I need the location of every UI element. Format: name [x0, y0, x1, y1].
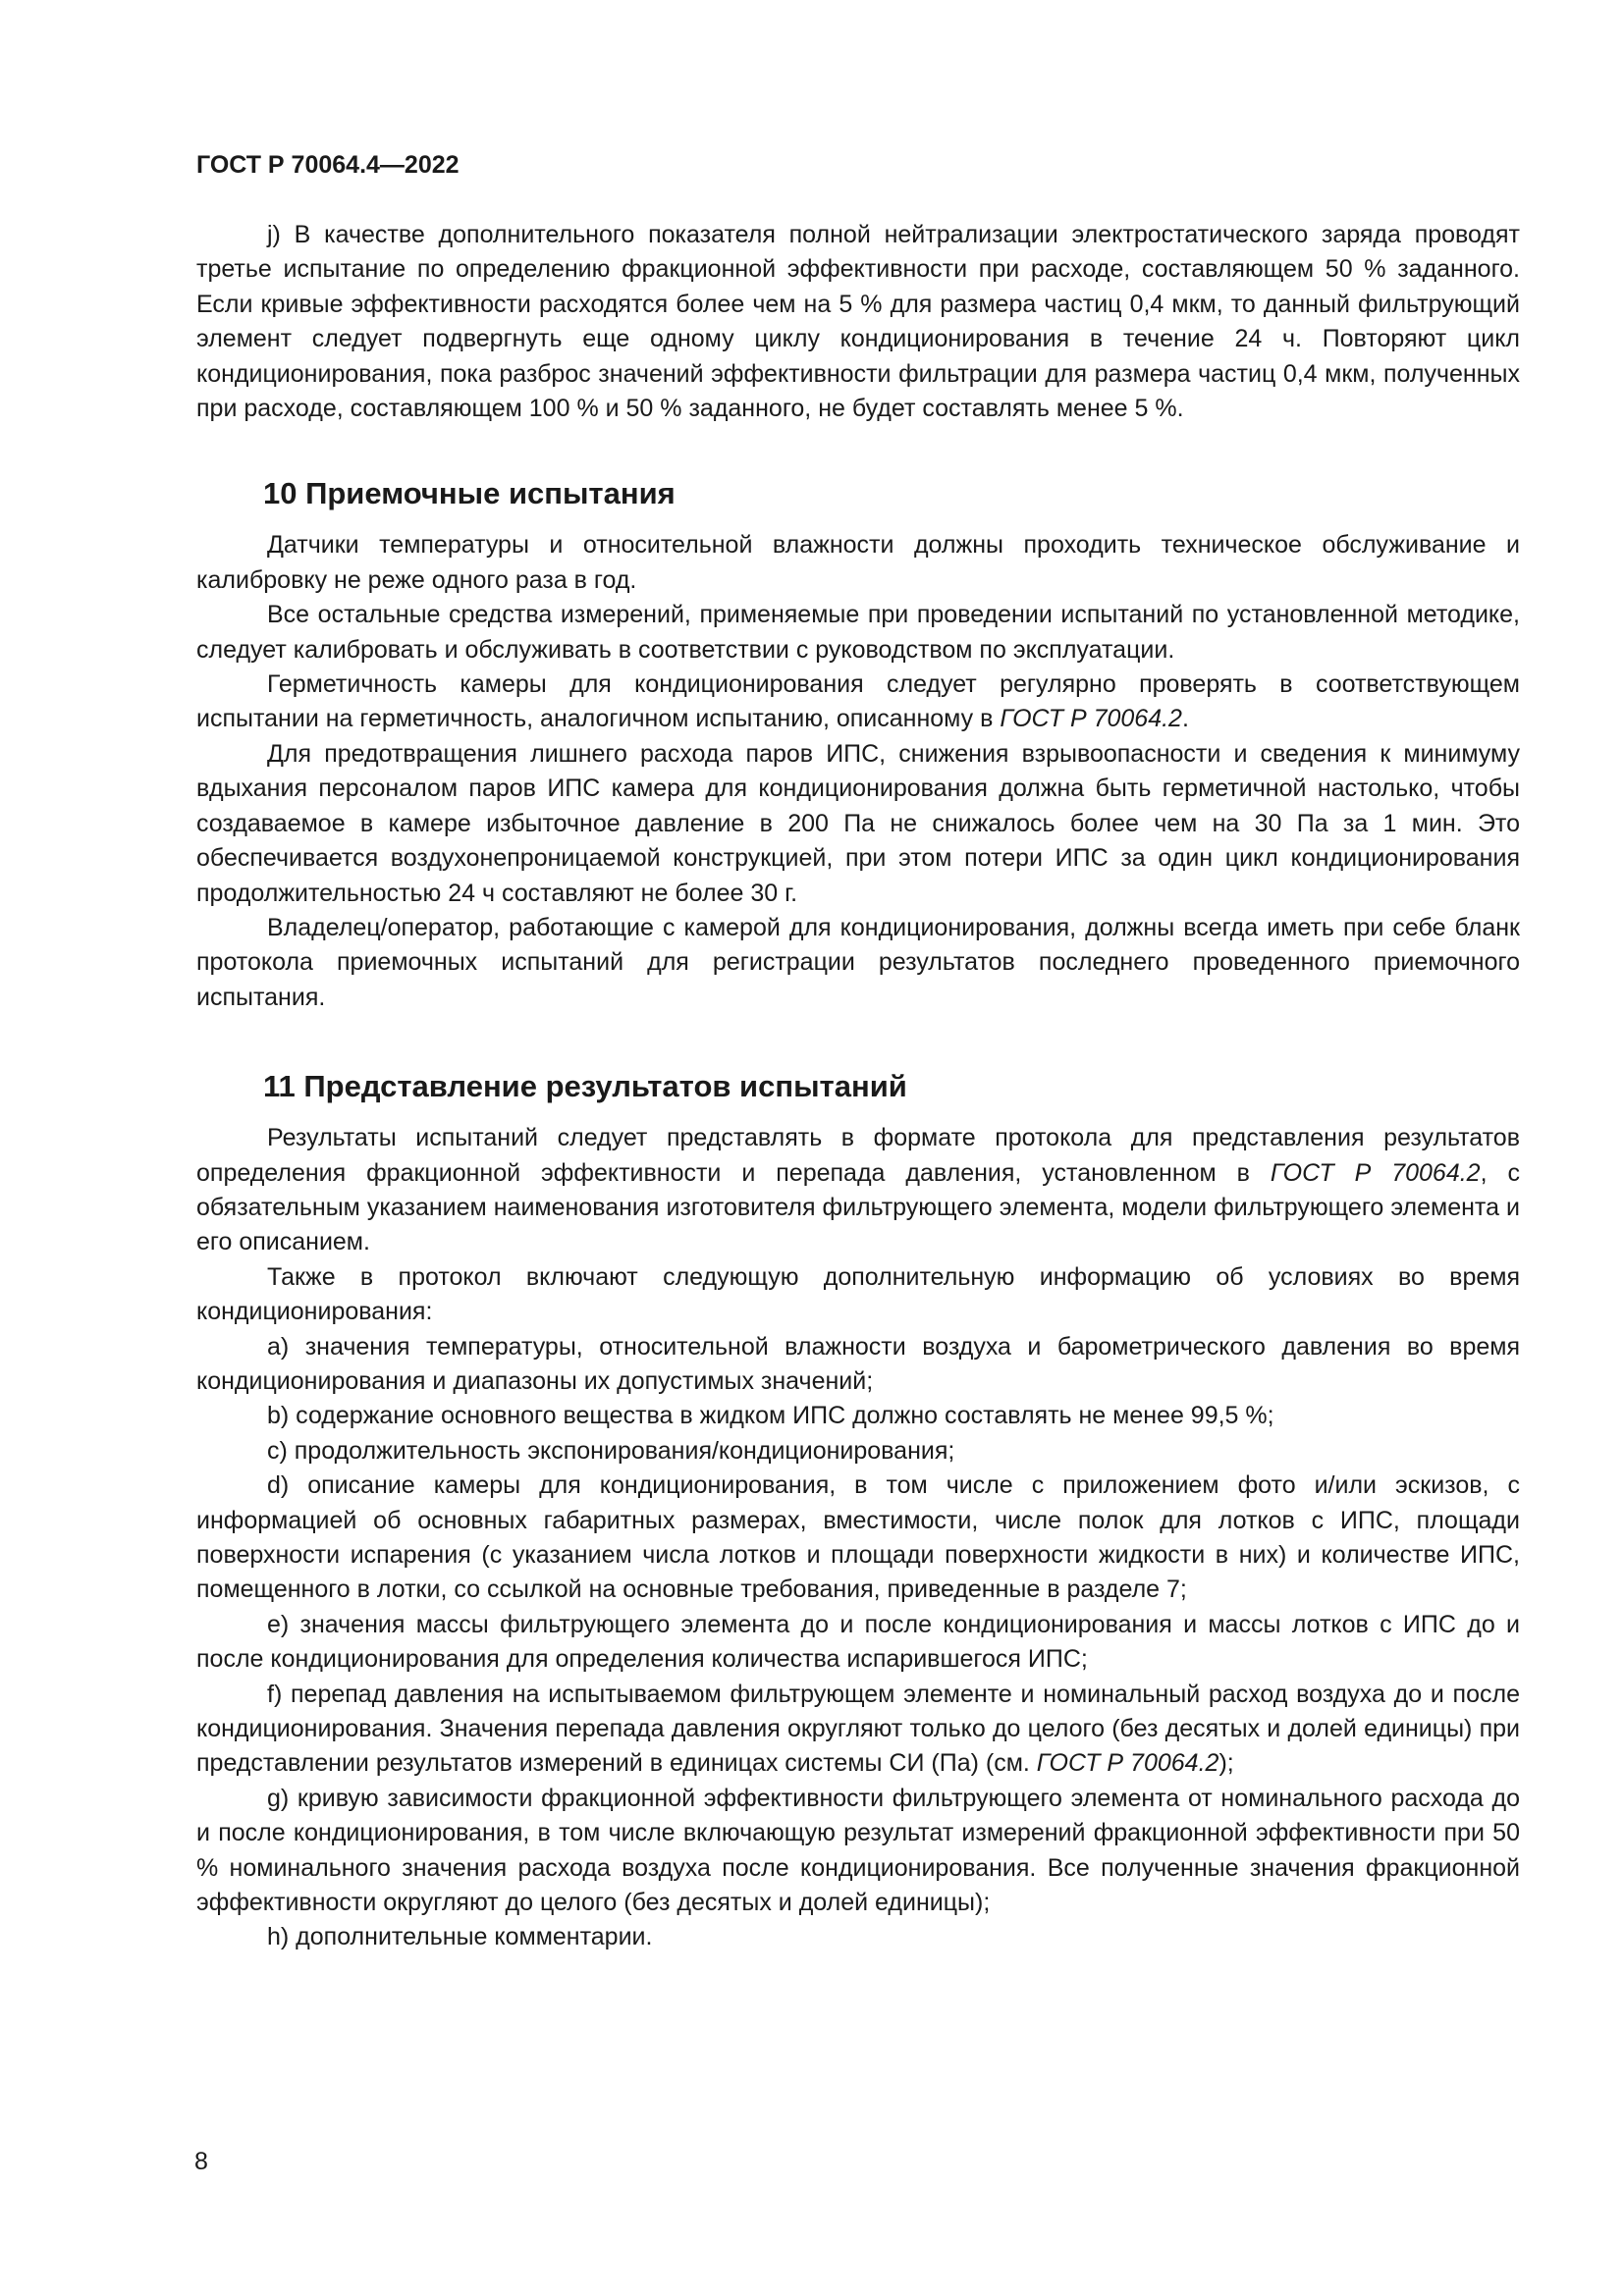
section-10-paragraph-2: Все остальные средства измерений, применяемые при проведении испытаний по установленной методике, следует калибровать и обслуживать в соответствии с руководством по эксплуатации.	[196, 601, 1520, 664]
section-11-heading: 11 Представление результатов испытаний	[263, 1069, 907, 1104]
paragraph-end: , с обязательным указанием наименования изготовителя фильтрующего элемента, модели фильтрующего элемента и его описанием.	[196, 1158, 1520, 1256]
item-end: );	[1218, 1749, 1234, 1778]
paragraph-j: j) В качестве дополнительного показателя полной нейтрализации электростатического заряда проводят третье испытание по определению фракционной эффективности при расходе, составляющем 50 % заданного. Если кривые эффективности расходятся более чем на 5 % для размера частиц 0,4 мкм, то данный фильтрующий элемент следует подвергнуть еще одному циклу кондиционирования в течение 24 ч. Повторяют цикл кондиционирования, пока разброс значений эффективности фильтрации для размера частиц 0,4 мкм, полученных при расходе, составляющем 100 % и 50 % заданного, не будет составлять менее 5 %.	[196, 221, 1520, 423]
standard-reference: ГОСТ Р 70064.2	[1036, 1749, 1219, 1778]
section-10-heading: 10 Приемочные испытания	[263, 476, 676, 511]
paragraph-text: Результаты испытаний следует представлять в формате протокола для представления результатов определения фракционной эффективности и перепада давления, установленном в	[196, 1124, 1520, 1187]
standard-header: ГОСТ Р 70064.4—2022	[196, 151, 460, 179]
item-text: f) перепад давления на испытываемом фильтрующем элементе и номинальный расход воздуха до и после кондиционирования. Значения перепада давления округляют только до целого (без десятых и долей единицы) при представлении результатов измерений в единицах системы СИ (Па) (см.	[196, 1680, 1520, 1778]
list-item-e: е) значения массы фильтрующего элемента до и после кондиционирования и массы лотков с ИПС до и после кондиционирования для определения количества испарившегося ИПС;	[196, 1610, 1520, 1674]
section-10-paragraph-5: Владелец/оператор, работающие с камерой для кондиционирования, должны всегда иметь при себе бланк протокола приемочных испытаний для регистрации результатов последнего проведенного приемочного испытания.	[196, 913, 1520, 1011]
standard-reference: ГОСТ Р 70064.2	[1000, 705, 1182, 733]
section-10-paragraph-3	[196, 667, 1520, 737]
list-item-b: b) содержание основного вещества в жидком ИПС должно составлять не менее 99,5 %;	[267, 1402, 1274, 1430]
list-item-c: с) продолжительность экспонирования/кондиционирования;	[267, 1436, 955, 1465]
list-item-f	[196, 1678, 1520, 1782]
section-11-paragraph-2: Также в протокол включают следующую дополнительную информацию об условиях во время кондиционирования:	[196, 1262, 1520, 1326]
list-item-g: g) кривую зависимости фракционной эффективности фильтрующего элемента от номинального расхода до и после кондиционирования, в том числе включающую результат измерений фракционной эффективности при 50 % номинального значения расхода воздуха после кондиционирования. Все полученные значения фракционной эффективности округляют до целого (без десятых и долей единицы);	[196, 1784, 1520, 1917]
page-content	[196, 218, 1520, 1955]
list-item-h: h) дополнительные комментарии.	[267, 1923, 653, 1951]
standard-reference: ГОСТ Р 70064.2	[1270, 1158, 1481, 1187]
section-11-paragraph-1	[196, 1121, 1520, 1260]
list-item-d: d) описание камеры для кондиционирования, в том числе с приложением фото и/или эскизов, с информацией об основных габаритных размерах, вместимости, числе полок для лотков с ИПС, площади поверхности испарения (с указанием числа лотков и площади поверхности жидкости в них) и количестве ИПС, помещенного в лотки, со ссылкой на основные требования, приведенные в разделе 7;	[196, 1471, 1520, 1604]
page-number: 8	[194, 2148, 208, 2175]
list-item-a: а) значения температуры, относительной влажности воздуха и барометрического давления во время кондиционирования и диапазоны их допустимых значений;	[196, 1332, 1520, 1395]
section-10-paragraph-1: Датчики температуры и относительной влажности должны проходить техническое обслуживание и калибровку не реже одного раза в год.	[196, 531, 1520, 594]
section-10-paragraph-4: Для предотвращения лишнего расхода паров ИПС, снижения взрывоопасности и сведения к минимуму вдыхания персоналом паров ИПС камера для кондиционирования должна быть герметичной настолько, чтобы создаваемое в камере избыточное давление в 200 Па не снижалось более чем на 30 Па за 1 мин. Это обеспечивается воздухонепроницаемой конструкцией, при этом потери ИПС за один цикл кондиционирования продолжительностью 24 ч составляют не более 30 г.	[196, 739, 1520, 907]
paragraph-end: .	[1181, 705, 1189, 733]
paragraph-text: Герметичность камеры для кондиционирования следует регулярно проверять в соответствующем испытании на герметичность, аналогичном испытанию, описанному в	[196, 670, 1520, 733]
